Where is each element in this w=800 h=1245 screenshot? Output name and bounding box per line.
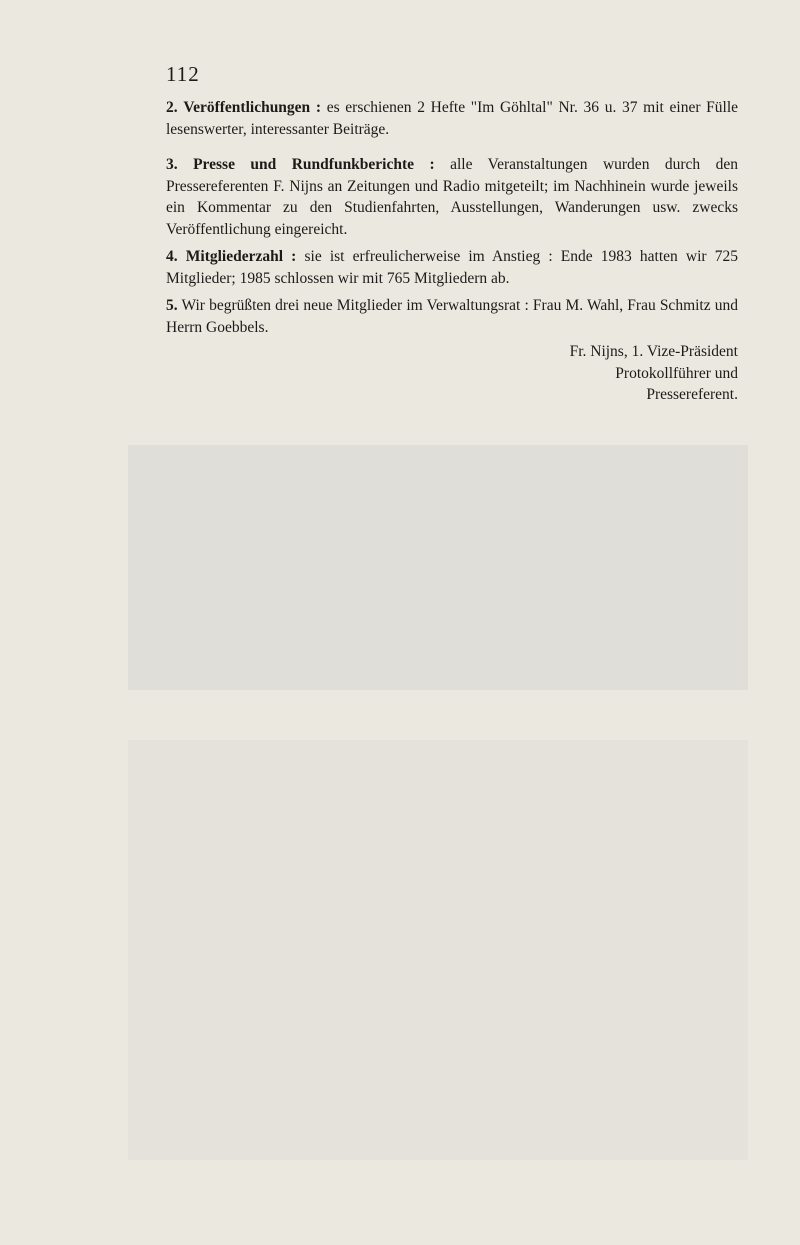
section-text: Wir begrüßten drei neue Mitglieder im Verwaltungsrat : Frau M. Wahl, Frau Schmitz und Herrn Goebbels. bbox=[166, 297, 738, 336]
signature-block bbox=[570, 341, 738, 406]
section-heading: Presse und Rundfunkberichte : bbox=[193, 156, 435, 173]
signature-line: Pressereferent. bbox=[646, 386, 738, 403]
section-number: 4. bbox=[166, 248, 178, 265]
section-number: 5. bbox=[166, 297, 178, 314]
section-text: alle Veranstaltungen wurden durch den Pressereferenten F. Nijns an Zeitungen und Radio mitgeteilt; im Nachhinein wurde jeweils ein Kommentar zu den Studienfahrten, Ausstellungen, Wanderungen usw. zwecks Veröffentlichung eingereicht. bbox=[166, 156, 739, 238]
signature-line: Protokollführer und bbox=[615, 364, 738, 382]
section-heading: Mitgliederzahl : bbox=[185, 248, 297, 265]
section-press-reports bbox=[166, 154, 738, 240]
show-through-photo bbox=[128, 445, 748, 690]
section-membership bbox=[166, 246, 738, 289]
section-publications bbox=[166, 97, 738, 140]
signature-line: Fr. Nijns, 1. Vize-Präsident bbox=[569, 343, 738, 360]
section-number: 2. bbox=[166, 99, 178, 116]
section-text: es erschienen 2 Hefte "Im Göhltal" Nr. 36 u. 37 mit einer Fülle lesenswerter, interessanter Beiträge. bbox=[166, 99, 739, 138]
page-number: 112 bbox=[166, 62, 200, 86]
section-heading: Veröffentlichungen : bbox=[183, 99, 322, 116]
section-new-members bbox=[166, 295, 738, 338]
show-through-text bbox=[128, 740, 748, 1160]
section-number: 3. bbox=[166, 156, 178, 173]
section-text: sie ist erfreulicherweise im Anstieg : Ende 1983 hatten wir 725 Mitglieder; 1985 schlossen wir mit 765 Mitgliedern ab. bbox=[166, 248, 738, 287]
